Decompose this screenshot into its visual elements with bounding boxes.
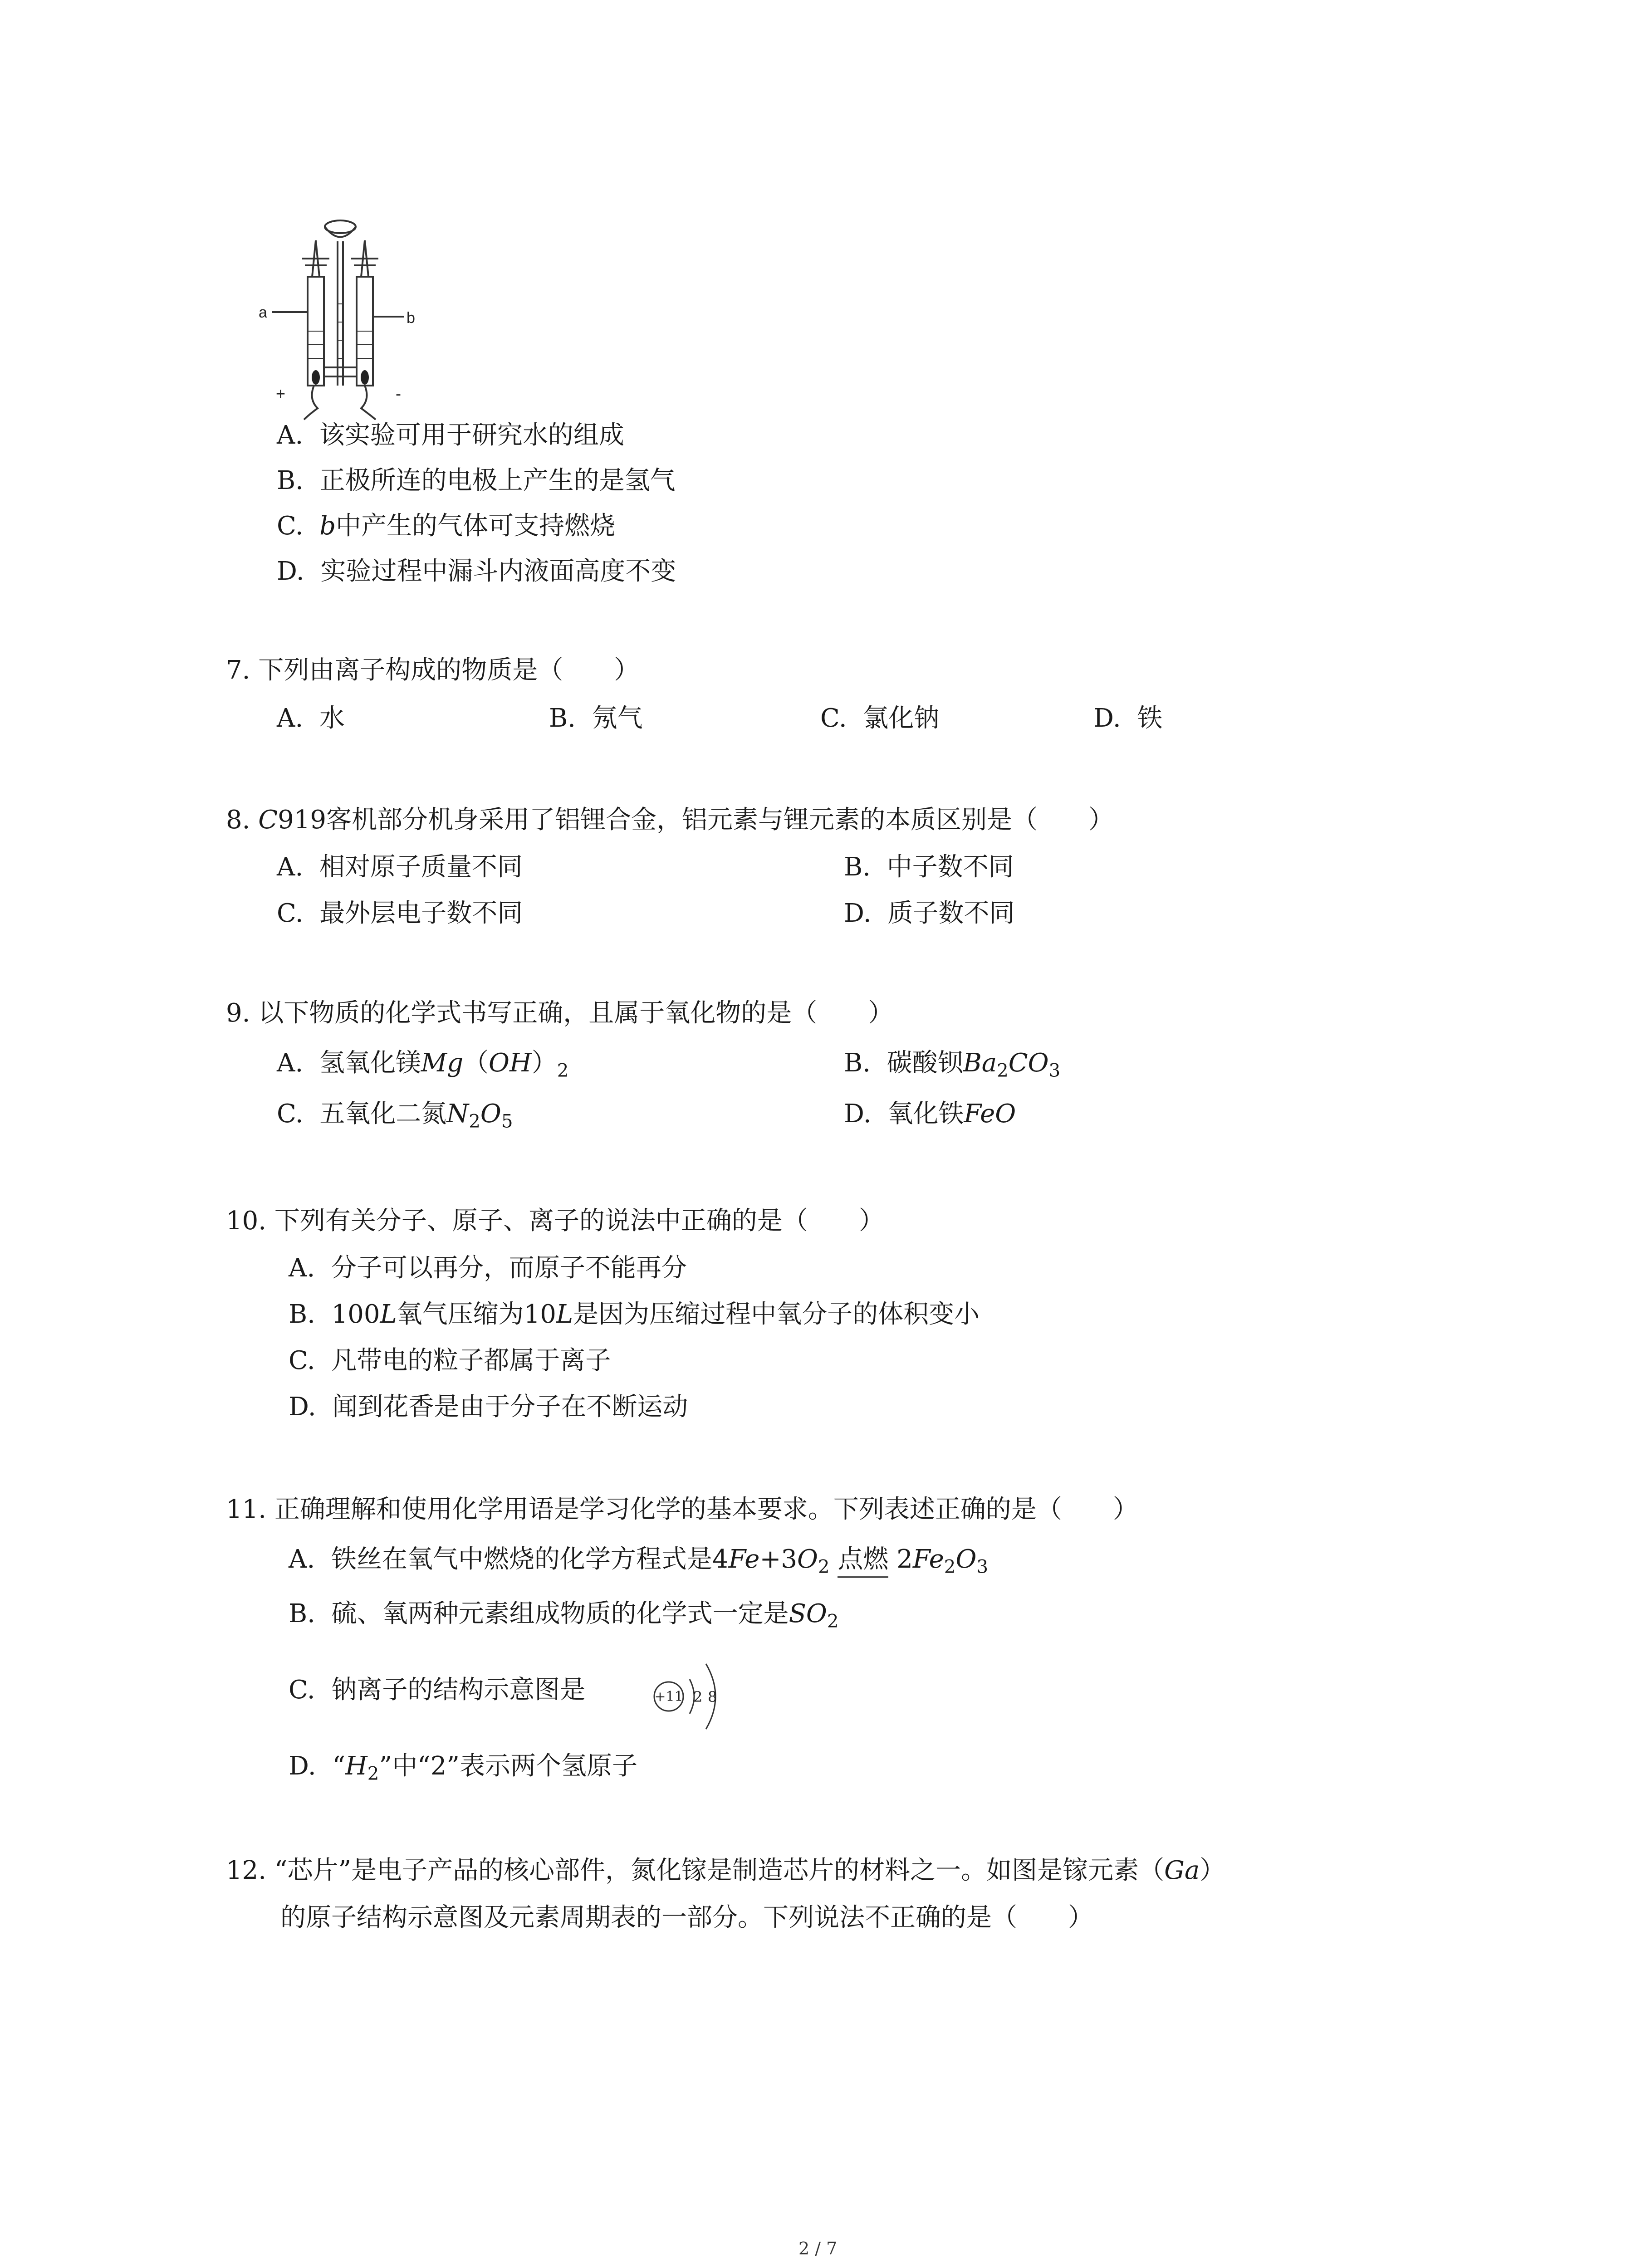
q6-option-b[interactable]: B. 正极所连的电极上产生的是氢气 [277, 466, 676, 495]
q10-option-b[interactable]: B. 100L氧气压缩为10L是因为压缩过程中氧分子的体积变小 [289, 1300, 980, 1329]
q9-option-b[interactable]: B. 碳酸钡$Ba_2CO_3$ [844, 1048, 1061, 1081]
q6-option-a[interactable]: A. 该实验可用于研究水的组成 [277, 420, 624, 450]
sodium-ion-structure-diagram [652, 1651, 743, 1742]
label-a: a [259, 304, 267, 321]
q11-option-b[interactable]: B. 硫、氧两种元素组成物质的化学式一定是$SO_2$ [289, 1599, 839, 1632]
label-negative: - [396, 384, 401, 403]
q8-option-d[interactable]: D. 质子数不同 [844, 899, 1015, 928]
q12-stem-line-1: 12. “芯片”是电子产品的核心部件，氮化镓是制造芯片的材料之一。如图是镓元素（Ga） [226, 1856, 1225, 1885]
q7-stem: 7. 下列由离子构成的物质是（ ） [226, 655, 640, 685]
q8-option-c[interactable]: C. 最外层电子数不同 [277, 899, 523, 928]
q8-option-b[interactable]: B. 中子数不同 [844, 852, 1014, 882]
label-positive: + [276, 384, 286, 403]
q10-option-d[interactable]: D. 闻到花香是由于分子在不断运动 [289, 1392, 688, 1422]
q10-option-a[interactable]: A. 分子可以再分，而原子不能再分 [289, 1253, 687, 1283]
q9-option-c[interactable]: C. 五氧化二氮$N_2O_5$ [277, 1099, 513, 1132]
q6-option-c[interactable]: C. b中产生的气体可支持燃烧 [277, 511, 616, 541]
q9-option-a[interactable]: A. 氢氧化镁$Mg(OH)_2$ [277, 1048, 569, 1081]
q11-option-a[interactable]: A. 铁丝在氧气中燃烧的化学方程式是$4Fe+3O_2$ 点燃 $2Fe_2O_3$ [289, 1545, 989, 1578]
q7-option-a[interactable]: A. 水 [277, 704, 345, 733]
q7-option-b[interactable]: B. 氖气 [549, 704, 643, 733]
q10-stem: 10. 下列有关分子、原子、离子的说法中正确的是（ ） [226, 1206, 884, 1236]
q11-option-c[interactable]: C. 钠离子的结构示意图是 [289, 1675, 586, 1705]
shell-1-electrons: 2 [693, 1688, 703, 1706]
q11-option-d[interactable]: D. “$H_2$”中“2”表示两个氢原子 [289, 1751, 637, 1784]
q9-stem: 9. 以下物质的化学式书写正确，且属于氧化物的是（ ） [226, 998, 894, 1028]
nucleus-charge: +11 [654, 1689, 683, 1705]
shell-2-electrons: 8 [708, 1688, 717, 1706]
q12-stem-line-2: 的原子结构示意图及元素周期表的一部分。下列说法不正确的是（ ） [280, 1903, 1093, 1932]
q8-option-a[interactable]: A. 相对原子质量不同 [277, 852, 523, 882]
q10-option-c[interactable]: C. 凡带电的粒子都属于离子 [289, 1346, 611, 1375]
electrolysis-apparatus-figure [254, 213, 417, 422]
label-b: b [407, 309, 415, 327]
q7-option-d[interactable]: D. 铁 [1093, 704, 1163, 733]
reaction-condition: 点燃 [838, 1545, 888, 1578]
q7-option-c[interactable]: C. 氯化钠 [820, 704, 940, 733]
q6-option-d[interactable]: D. 实验过程中漏斗内液面高度不变 [277, 557, 676, 586]
q9-option-d[interactable]: D. 氧化铁FeO [844, 1099, 1016, 1129]
q11-stem: 11. 正确理解和使用化学用语是学习化学的基本要求。下列表述正确的是（ ） [226, 1495, 1138, 1524]
page-number: 2 / 7 [798, 2239, 838, 2258]
q8-stem: 8. C919客机部分机身采用了铝锂合金，铝元素与锂元素的本质区别是（ ） [226, 805, 1114, 835]
